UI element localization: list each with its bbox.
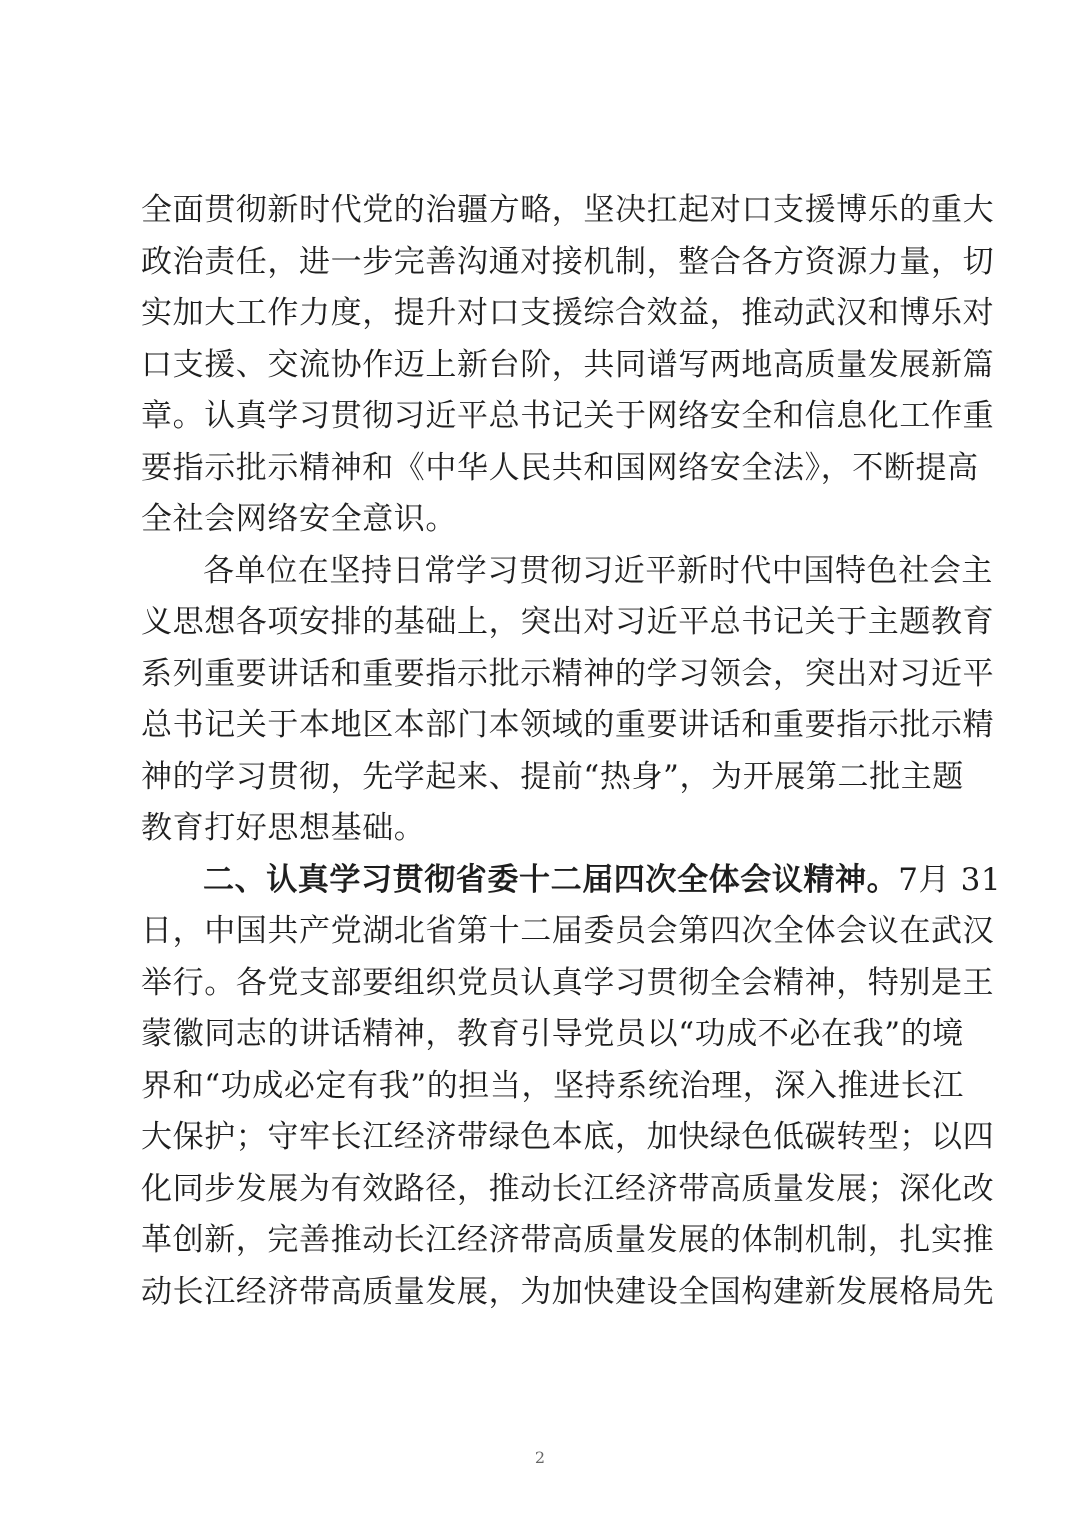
body-text [141,185,1002,1318]
text-line: 全社会网络安全意识。 [141,501,457,537]
text-line: 蒙徽同志的讲话精神，教育引导党员以“功成不必在我”的境 [141,1016,964,1052]
text-line: 总书记关于本地区本部门本领域的重要讲话和重要指示批示精 [141,707,995,743]
text-line: 界和“功成必定有我”的担当，坚持系统治理，深入推进长江 [141,1067,964,1104]
text-line: 义思想各项安排的基础上，突出对习近平总书记关于主题教育 [141,604,995,640]
heading-line-rest: 7月 31 [898,861,1002,898]
text-line: 大保护；守牢长江经济带绿色本底，加快绿色低碳转型；以四 [141,1119,995,1155]
text-line: 动长江经济带高质量发展，为加快建设全国构建新发展格局先 [141,1273,995,1310]
paragraph-1 [141,185,995,546]
text-line: 全面贯彻新时代党的治疆方略，坚决扛起对口支援博乐的重大 [141,192,995,228]
paragraph-3 [141,855,1002,1319]
text-line: 举行。各党支部要组织党员认真学习贯彻全会精神，特别是王 [141,964,995,1001]
text-line: 革创新，完善推动长江经济带高质量发展的体制机制，扎实推 [141,1222,995,1258]
text-line: 各单位在坚持日常学习贯彻习近平新时代中国特色社会主 [203,552,993,589]
text-line: 教育打好思想基础。 [141,810,426,846]
text-line: 神的学习贯彻，先学起来、提前“热身”，为开展第二批主题 [141,758,964,795]
paragraph-2 [141,546,995,855]
text-line: 日，中国共产党湖北省第十二届委员会第四次全体会议在武汉 [141,913,995,949]
text-line: 口支援、交流协作迈上新台阶，共同谱写两地高质量发展新篇 [141,346,995,383]
text-line: 政治责任，进一步完善沟通对接机制，整合各方资源力量，切 [141,243,995,280]
text-line: 要指示批示精神和《中华人民共和国网络安全法》，不断提高 [141,449,979,486]
text-line: 章。认真学习贯彻习近平总书记关于网络安全和信息化工作重 [141,398,995,434]
text-line: 化同步发展为有效路径，推动长江经济带高质量发展；深化改 [141,1170,995,1207]
page-number: 2 [534,1448,546,1467]
section-heading: 二、认真学习贯彻省委十二届四次全体会议精神。 [203,861,899,898]
heading-line [141,855,1002,907]
text-line: 实加大工作力度，提升对口支援综合效益，推动武汉和博乐对 [141,295,995,331]
text-line: 系列重要讲话和重要指示批示精神的学习领会，突出对习近平 [141,655,995,692]
